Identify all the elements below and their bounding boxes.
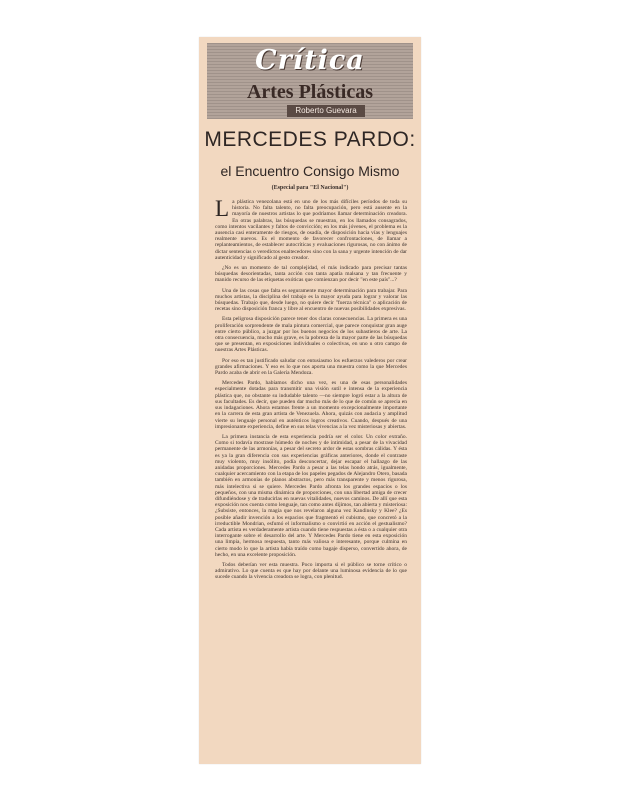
byline: (Especial para "El Nacional") — [271, 185, 349, 191]
article-paragraph: ¿No es un momento de tal complejidad, el más indicado para precisar tantas búsquedas desorientadas, tanta acción con tanta apatía malsana y tan frecuente y manido recurso de las etiquetas exóticas que comienzan por decir "en este país"...? — [215, 265, 407, 284]
article-paragraph: Una de las cosas que falta es seguramente mayor determinación para trabajar. Para muchos artistas, la disciplina del trabajo es la mayor ayuda para lograr y valorar las búsquedas. Trabajo que, desde luego, no quiere decir "fuerza técnica" o aplicación de recetas sino disposición franca y libre al encuentro de nuevas posibilidades expresivas. — [215, 287, 407, 313]
section-title: Crítica — [255, 45, 365, 76]
newspaper-clipping — [199, 37, 421, 764]
article-body — [215, 196, 407, 585]
subsection-title: Artes Plásticas — [246, 81, 374, 103]
headline: MERCEDES PARDO: — [204, 128, 416, 151]
article-paragraph: Mercedes Pardo, habíamos dicho una vez, es una de esas personalidades especialmente dotadas para transmitir una visión sutil e intensa de la experiencia plástica que, no obstante su indudable talento —no siempre logró estar a la altura de sus facultades. Es decir, que pueden dar mucho más de lo que de común se aprecia en sus indagaciones. Ahora estamos frente a un momento excepcionalmente importante en la carrera de esta gran artista de Venezuela. Ahora, quizás con audacia y amplitud vierte su lenguaje personal en auténticos logros creativos. Cuando, después de una impresionante experiencia, define en sus telas vivencias a la vez misteriosas y abiertas. — [215, 380, 407, 430]
article-paragraph: La primera instancia de esta experiencia podría ser el color. Un color extraño. Como si todavía mostrase húmedo de noches y de intimidad, a pesar de la vivacidad permanente de las armonías, a pesar del secreto ardor de estas sombras cálidas. Y ésta es ya la gran diferencia con sus experiencias gráficas anteriores, donde el contraste muy violento, muy insólito, podía desconcertar, dejar escapar el hallazgo de las anidadas proporciones. Mercedes Pardo a pesar a las telas hondo atrás, igualmente, cualquier acercamiento con la etapa de los papeles pegados de Alejandro Otero, basada también en armonías de planos abstractos, pero más transparente y menos rigurosa, más intelectiva si se quiere. Mercedes Pardo afronta los grandes espacios o los pequeños, con una misma dinámica de proporciones, con una libertad amiga de crecer difundiéndose y de traducirlas en nuevas vitalidades, nuevos caminos. De allí que esta exposición nos cuenta como lenguaje, tan como antes dijimos, tan abierta y misteriosa: ¿Subsiste, entonces, la magia que nos revelaron alguna vez Kandinsky y Klee? ¿Es posible añadir invención a los espacios que fragmentó el cubismo, que concretó a la irreductible Mondrian, esfumó el informalismo o convirtió en acción el gestualismo? Cada artista es verdaderamente artista cuando tiene respuestas a ésta o a cualquier otra interrogante sobre el desarrollo del arte. Y Mercedes Pardo tiene en esta exposición una limpia, hermosa respuesta, tanto más valiosa e interesante, porque culmina en cierto modo lo que la artista había traído como bagaje disperso, convertido ahora, de hecho, en una excelente proposición. — [215, 433, 407, 558]
subheadline: el Encuentro Consigo Mismo — [220, 163, 400, 179]
article-paragraph: Esta peligrosa disposición parece tener dos claras consecuencias. La primera es una proliferación sorprendente de mala pintura comercial, que parece conquistar gran auge entre cierto público, a juzgar por los buenos negocios de los subastieros de arte. La otra consecuencia, mucho más grave, es la pobreza de la mayor parte de las búsquedas que se presentan, en exposiciones individuales o colectivas, en uno u otro campo de nuestras Artes Plásticas. — [215, 316, 407, 354]
column-header — [207, 43, 413, 119]
article-paragraph: La plástica venezolana está en uno de los más difíciles períodos de toda su historia. No falta talento, no falta preocupación, pero está ausente en la mayoría de nuestros artistas lo que podríamos llamar determinación creadora. En otras palabras, las búsquedas se muestran, en los llamados consagrados, como intentos vacilantes y faltos de convicción; en los más jóvenes, el problema es la ausencia casi enteramente de riesgos, de osadía, de disposición hacia vías y lenguajes realmente nuevos. Es el momento de favorecer confrontaciones, de llamar a replanteamientos, de establecer autocríticas y evaluaciones rigurosas, no con ánimo de dictar sentencias o veredictos enaltecedores sino con la sana y urgente intención de dar autenticidad y significado al gesto creador. — [215, 196, 407, 261]
author-name: Roberto Guevara — [287, 105, 365, 117]
article-paragraph: Todos deberían ver esta muestra. Poco importa si el público se torne crítico o admirativo. Lo que cuenta es que hay por delante una luminosa evidencia de lo que sucede cuando la vivencia creadora se logra, con plenitud. — [215, 561, 407, 581]
drop-cap: L — [215, 196, 230, 221]
article-paragraph: Por eso es tan justificado saludar con entusiasmo los esfuerzos valederos por crear grandes afirmaciones. Y eso es lo que nos aporta una muestra como la que Mercedes Pardo acaba de abrir en la Galería Mendoza. — [215, 357, 407, 377]
